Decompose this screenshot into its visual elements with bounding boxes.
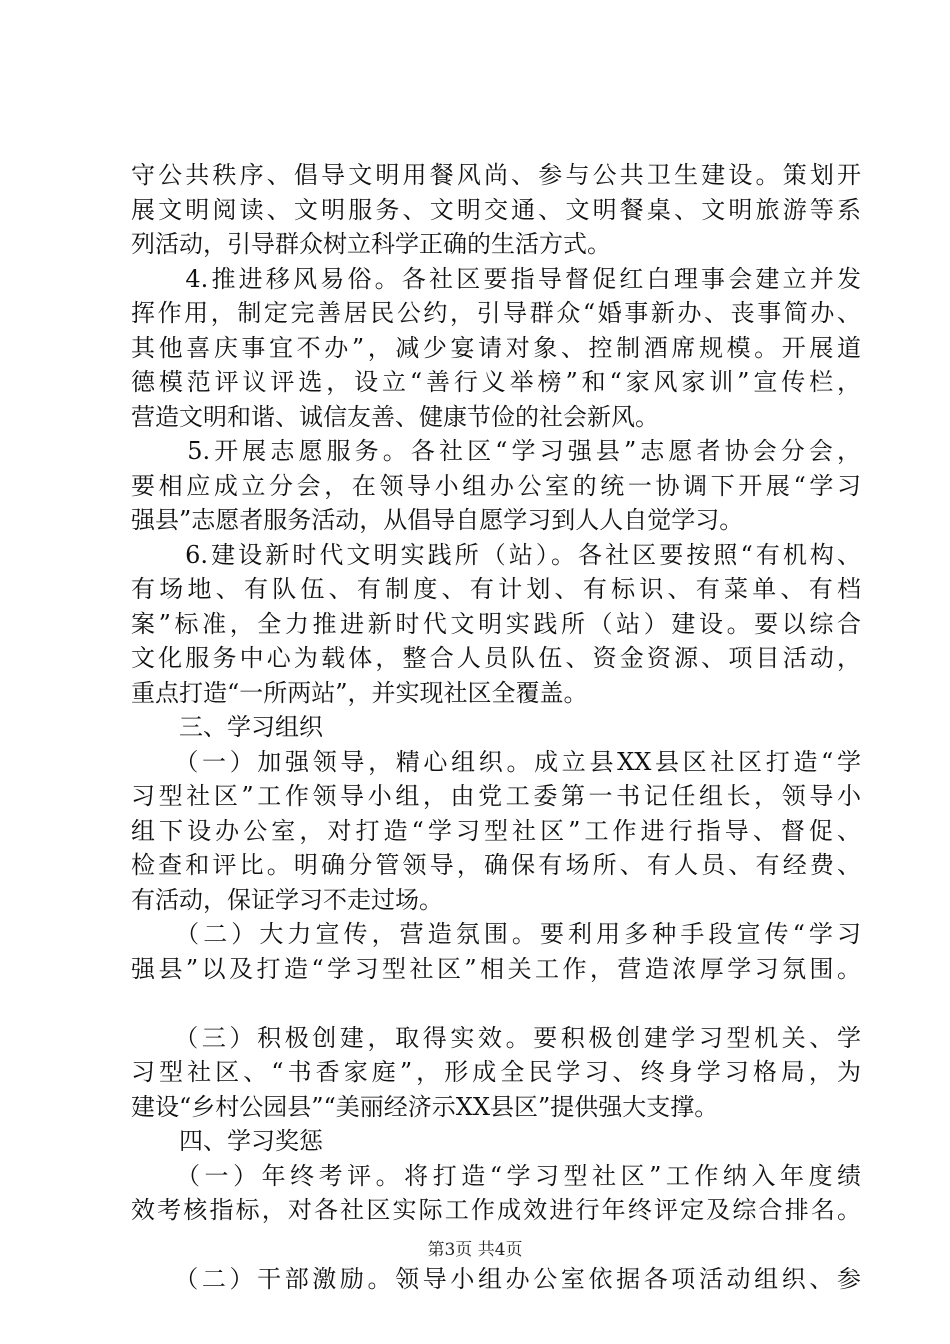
text-line: 效考核指标，对各社区实际工作成效进行年终评定及综合排名。 <box>131 1196 861 1224</box>
text-line: 组下设办公室，对打造“学习型社区”工作进行指导、督促、 <box>131 816 861 845</box>
text-line: 营造文明和谐、诚信友善、健康节俭的社会新风。 <box>131 402 659 431</box>
text-line: 6.建设新时代文明实践所（站）。各社区要按照“有机构、 <box>131 540 861 569</box>
text-line: 强县”志愿者服务活动，从倡导自愿学习到人人自觉学习。 <box>131 506 744 534</box>
text-line: 建设“乡村公园县”“美丽经济示XX县区”提供强大支撑。 <box>131 1092 719 1121</box>
text-line: 有活动，保证学习不走过场。 <box>131 885 443 914</box>
section-heading: 三、学习组织 <box>131 713 323 741</box>
text-line: 5.开展志愿服务。各社区“学习强县”志愿者协会分会， <box>131 437 861 465</box>
text-line: 德模范评议评选，设立“善行义举榜”和“家风家训”宣传栏， <box>131 368 861 396</box>
section-heading: 四、学习奖惩 <box>131 1127 323 1155</box>
text-line: 有场地、有队伍、有制度、有计划、有标识、有菜单、有档 <box>131 575 861 603</box>
text-line: 文化服务中心为载体，整合人员队伍、资金资源、项目活动， <box>131 644 861 672</box>
text-line: （一）年终考评。将打造“学习型社区”工作纳入年度绩 <box>131 1161 861 1190</box>
text-line: 挥作用，制定完善居民公约，引导群众“婚事新办、丧事简办、 <box>131 299 861 327</box>
text-line: 重点打造“一所两站”，并实现社区全覆盖。 <box>131 678 588 707</box>
text-line: 展文明阅读、文明服务、文明交通、文明餐桌、文明旅游等系 <box>131 195 861 224</box>
text-line: 习型社区、“书香家庭”，形成全民学习、终身学习格局，为 <box>131 1058 861 1086</box>
text-line: 强县”以及打造“学习型社区”相关工作，营造浓厚学习氛围。 <box>131 954 861 983</box>
page-number-footer: 第3页 共4页 <box>427 1240 523 1260</box>
text-line: 守公共秩序、倡导文明用餐风尚、参与公共卫生建设。策划开 <box>131 161 861 189</box>
text-line: （二）大力宣传，营造氛围。要利用多种手段宣传“学习 <box>131 920 861 948</box>
text-line: 要相应成立分会，在领导小组办公室的统一协调下开展“学习 <box>131 471 861 500</box>
document-body <box>131 158 861 1297</box>
text-line: （二）干部激励。领导小组办公室依据各项活动组织、参 <box>131 1265 861 1293</box>
text-line: （三）积极创建，取得实效。要积极创建学习型机关、学 <box>131 1023 861 1052</box>
text-line: 4.推进移风易俗。各社区要指导督促红白理事会建立并发 <box>131 264 861 293</box>
text-line: （一）加强领导，精心组织。成立县XX县区社区打造“学 <box>131 747 861 776</box>
text-line: 习型社区”工作领导小组，由党工委第一书记任组长，领导小 <box>131 782 861 810</box>
text-line: 案”标准，全力推进新时代文明实践所（站）建设。要以综合 <box>131 609 861 638</box>
text-line: 列活动，引导群众树立科学正确的生活方式。 <box>131 230 611 258</box>
text-line: 其他喜庆事宜不办”，减少宴请对象、控制酒席规模。开展道 <box>131 333 861 362</box>
text-line: 检查和评比。明确分管领导，确保有场所、有人员、有经费、 <box>131 851 861 879</box>
blank-line <box>131 986 861 1021</box>
